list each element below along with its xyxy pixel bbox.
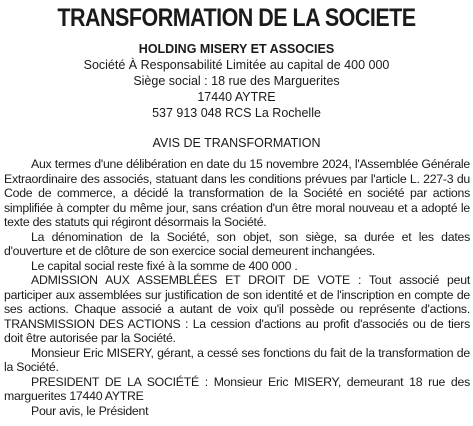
notice-body — [4, 157, 470, 418]
company-header — [0, 41, 473, 121]
paragraph-president: PRESIDENT DE LA SOCIÉTÉ : Monsieur Eric MISERY, demeurant 18 rue des marguerites 17440 AYTRE — [4, 374, 470, 403]
company-registration: 537 913 048 RCS La Rochelle — [152, 106, 321, 120]
paragraph-signature: Pour avis, le Président — [31, 403, 149, 418]
paragraph-unchanged-terms: La dénomination de la Société, son objet, son siège, sa durée et les dates d'ouverture et de clôture de son exercice social demeurent inchangées. — [4, 229, 470, 258]
paragraph-share-capital: Le capital social reste fixé à la somme de 400 000 . — [31, 258, 298, 273]
notice-type: AVIS DE TRANSFORMATION — [152, 136, 321, 150]
paragraph-resolution: Aux termes d'une délibération en date du 15 novembre 2024, l'Assemblée Générale Extraordinaire des associés, statuant dans les conditions prévues par l'article L. 227-3 du Code de commerce, a décidé la transformation de la Société en société par actions simplifiée à compter du même jour, sans création d'un être moral nouveau et a adopté le texte des statuts qui régiront désormais la Société. — [4, 157, 470, 229]
company-form: Société À Responsabilité Limitée au capital de 400 000 — [83, 58, 390, 72]
head-office: Siège social : 18 rue des Marguerites — [133, 74, 340, 88]
company-city: 17440 AYTRE — [197, 90, 276, 104]
paragraph-voting-and-transfer: ADMISSION AUX ASSEMBLÉES ET DROIT DE VOTE : Tout associé peut participer aux assemblées sur justification de son identité et de l'inscription en compte de ses actions. Chaque associé a autant de voix qu'il possède ou représente d'actions. TRANSMISSION DES ACTIONS : La cession d'actions au profit d'associés ou de tiers doit être autorisée par la Société. — [4, 273, 470, 345]
company-name: HOLDING MISERY ET ASSOCIES — [138, 42, 335, 56]
paragraph-manager-resignation: Monsieur Eric MISERY, gérant, a cessé ses fonctions du fait de la transformation de la Société. — [4, 345, 470, 374]
notice-title: TRANSFORMATION DE LA SOCIETE — [57, 4, 416, 32]
